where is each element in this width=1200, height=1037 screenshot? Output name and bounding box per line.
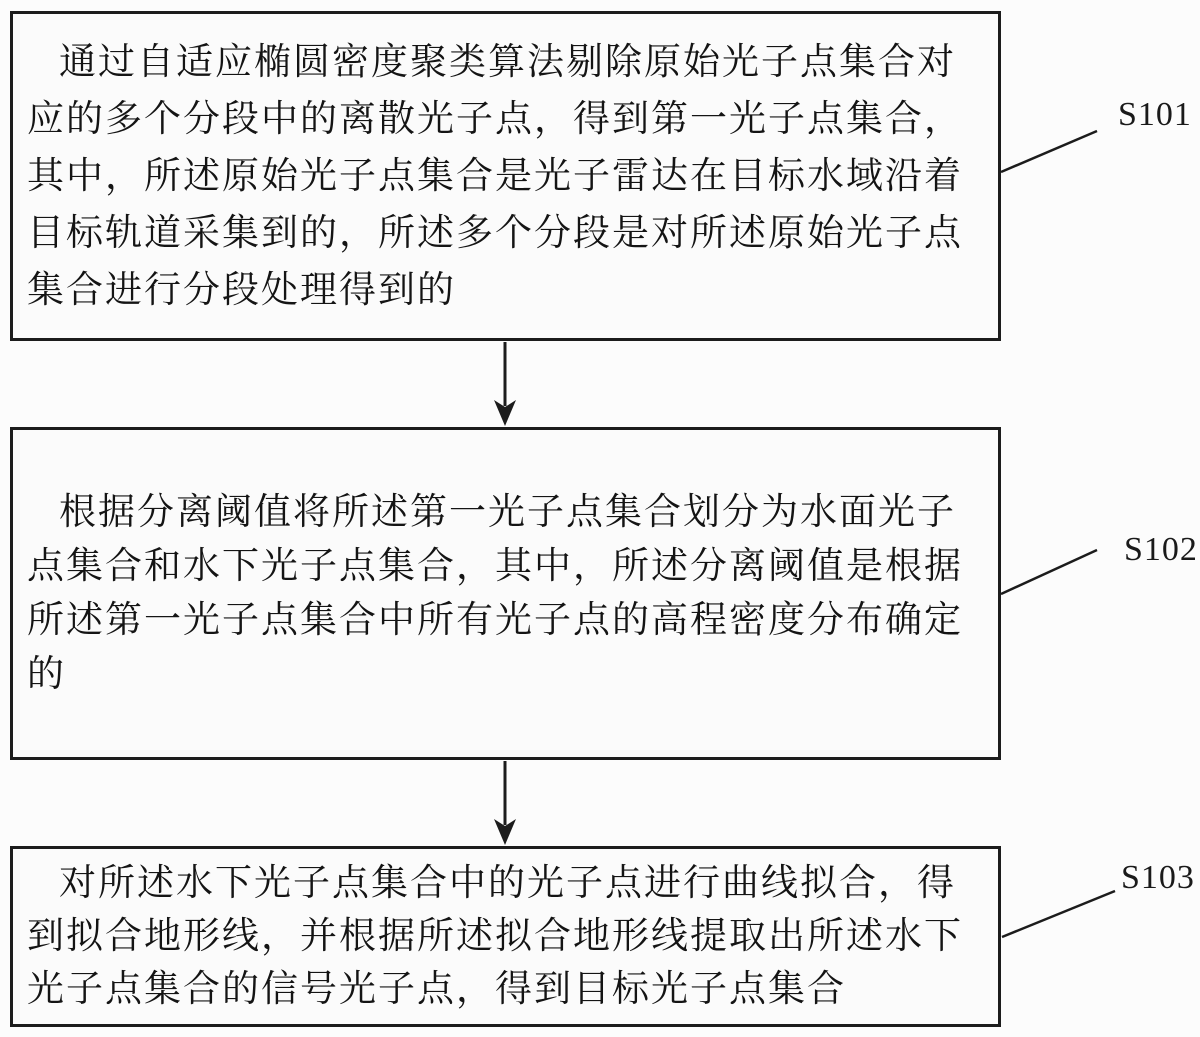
step-text-line: 目标轨道采集到的，所述多个分段是对所述原始光子点 xyxy=(27,212,963,254)
flowchart-step-box-s101 xyxy=(10,11,1001,341)
step-text-line: 的 xyxy=(27,653,66,695)
step-text-line: 根据分离阈值将所述第一光子点集合划分为水面光子 xyxy=(59,491,956,533)
step-text-line: 点集合和水下光子点集合，其中，所述分离阈值是根据 xyxy=(27,545,963,587)
step-text-line: 到拟合地形线，并根据所述拟合地形线提取出所述水下 xyxy=(27,916,963,957)
flowchart-step-box-s102 xyxy=(10,427,1001,760)
flowchart-step-box-s103 xyxy=(10,846,1001,1027)
step-label-s101: S101 xyxy=(1118,96,1192,133)
flow-arrow-2 xyxy=(494,761,516,845)
step-leader-line-s102 xyxy=(1001,550,1097,594)
step-label-s103: S103 xyxy=(1121,859,1195,896)
step-text-line: 其中，所述原始光子点集合是光子雷达在目标水域沿着 xyxy=(27,155,963,197)
step-leader-line-s101 xyxy=(1001,131,1097,172)
flow-arrow-1 xyxy=(494,342,516,426)
step-text-line: 通过自适应椭圆密度聚类算法剔除原始光子点集合对 xyxy=(59,41,956,83)
step-text-line: 光子点集合的信号光子点，得到目标光子点集合 xyxy=(27,969,846,1010)
step-label-s102: S102 xyxy=(1124,531,1198,568)
step-text-line: 所述第一光子点集合中所有光子点的高程密度分布确定 xyxy=(27,599,963,641)
step-leader-line-s103 xyxy=(1002,891,1115,937)
step-text-line: 应的多个分段中的离散光子点，得到第一光子点集合， xyxy=(27,98,963,140)
step-text-line: 集合进行分段处理得到的 xyxy=(27,269,456,311)
step-text-line: 对所述水下光子点集合中的光子点进行曲线拟合，得 xyxy=(59,863,956,904)
